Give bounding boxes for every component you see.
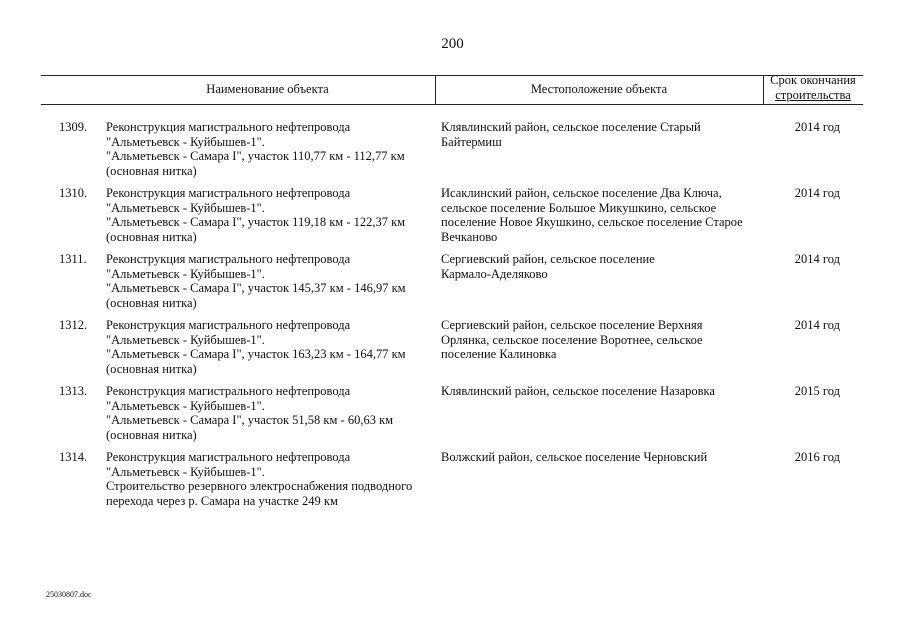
object-name-line: Реконструкция магистрального нефтепровода — [106, 120, 351, 134]
row-completion-term: 2014 год — [794, 252, 840, 266]
object-name-line: "Альметьевск - Самара I", участок 163,23 км - 164,77 км — [106, 347, 406, 361]
location-line: поселение Новое Якушкино, сельское поселение Старое — [441, 215, 743, 229]
header-object-name: Наименование объекта — [206, 82, 329, 96]
header-term-line1: Срок окончания — [770, 73, 856, 87]
object-name-line: Реконструкция магистрального нефтепровода — [106, 186, 351, 200]
location-line: Исаклинский район, сельское поселение Два Ключа, — [441, 186, 722, 200]
row-object-name — [106, 318, 431, 376]
object-name-line: "Альметьевск - Куйбышев-1". — [106, 134, 265, 149]
row-number: 1312. — [59, 318, 88, 332]
location-line: Орлянка, сельское поселение Воротнее, сельское — [441, 332, 703, 347]
object-name-line: "Альметьевск - Куйбышев-1". — [106, 398, 265, 413]
location-line: Сергиевский район, сельское поселение Верхняя — [441, 318, 703, 332]
object-name-line: Строительство резервного электроснабжения подводного — [106, 479, 413, 493]
row-object-location — [441, 252, 759, 281]
table-header-top-rule — [41, 75, 863, 76]
page-number: 200 — [441, 36, 464, 52]
object-name-line: "Альметьевск - Самара I", участок 51,58 км - 60,63 км — [106, 413, 394, 427]
object-name-line: (основная нитка) — [106, 295, 197, 310]
row-object-location — [441, 318, 759, 362]
object-name-line: "Альметьевск - Куйбышев-1". — [106, 332, 265, 347]
row-object-location — [441, 384, 759, 399]
object-name-line: перехода через р. Самара на участке 249 км — [106, 493, 338, 508]
object-name-line: (основная нитка) — [106, 163, 197, 178]
object-name-line: "Альметьевск - Самара I", участок 110,77 км - 112,77 км — [106, 149, 405, 163]
object-name-line: Реконструкция магистрального нефтепровода — [106, 450, 351, 464]
object-name-line: Реконструкция магистрального нефтепровода — [106, 252, 351, 266]
row-object-location — [441, 120, 759, 149]
row-completion-term: 2014 год — [794, 186, 840, 200]
file-name-footer: 25030807.doc — [46, 590, 92, 599]
row-number: 1310. — [59, 186, 88, 200]
row-number: 1313. — [59, 384, 88, 398]
row-number: 1311. — [59, 252, 87, 266]
object-name-line: (основная нитка) — [106, 229, 197, 244]
object-name-line: "Альметьевск - Куйбышев-1". — [106, 464, 265, 479]
row-completion-term: 2014 год — [794, 318, 840, 332]
row-object-name — [106, 186, 431, 244]
object-name-line: Реконструкция магистрального нефтепровода — [106, 318, 351, 332]
row-object-name — [106, 450, 431, 508]
location-line: поселение Калиновка — [441, 347, 557, 361]
object-name-line: Реконструкция магистрального нефтепровода — [106, 384, 351, 398]
row-object-location — [441, 450, 759, 465]
row-object-name — [106, 384, 431, 442]
header-object-location: Местоположение объекта — [530, 82, 668, 96]
object-name-line: "Альметьевск - Самара I", участок 145,37 км - 146,97 км — [106, 281, 406, 295]
location-line: Клявлинский район, сельское поселение Старый — [441, 120, 701, 134]
object-name-line: "Альметьевск - Самара I", участок 119,18 км - 122,37 км — [106, 215, 406, 229]
row-completion-term: 2016 год — [794, 450, 840, 464]
row-completion-term: 2014 год — [794, 120, 840, 134]
location-line: Клявлинский район, сельское поселение Назаровка — [441, 384, 715, 398]
header-term-line2: строительства — [775, 88, 851, 102]
location-line: Вечканово — [441, 229, 498, 244]
row-object-location — [441, 186, 759, 244]
table-header-bottom-rule — [41, 104, 863, 105]
header-completion-term — [763, 73, 863, 103]
row-object-name — [106, 120, 431, 178]
row-number: 1309. — [59, 120, 88, 134]
location-line: Байтермиш — [441, 134, 502, 149]
object-name-line: "Альметьевск - Куйбышев-1". — [106, 200, 265, 215]
row-number: 1314. — [59, 450, 88, 464]
location-line: Сергиевский район, сельское поселение — [441, 252, 655, 266]
row-object-name — [106, 252, 431, 310]
location-line: Кармало-Аделяково — [441, 266, 548, 281]
object-name-line: (основная нитка) — [106, 361, 197, 376]
object-name-line: "Альметьевск - Куйбышев-1". — [106, 266, 265, 281]
location-line: Волжский район, сельское поселение Черновский — [441, 450, 708, 464]
object-name-line: (основная нитка) — [106, 427, 197, 442]
row-completion-term: 2015 год — [794, 384, 840, 398]
location-line: сельское поселение Большое Микушкино, сельское — [441, 200, 717, 215]
